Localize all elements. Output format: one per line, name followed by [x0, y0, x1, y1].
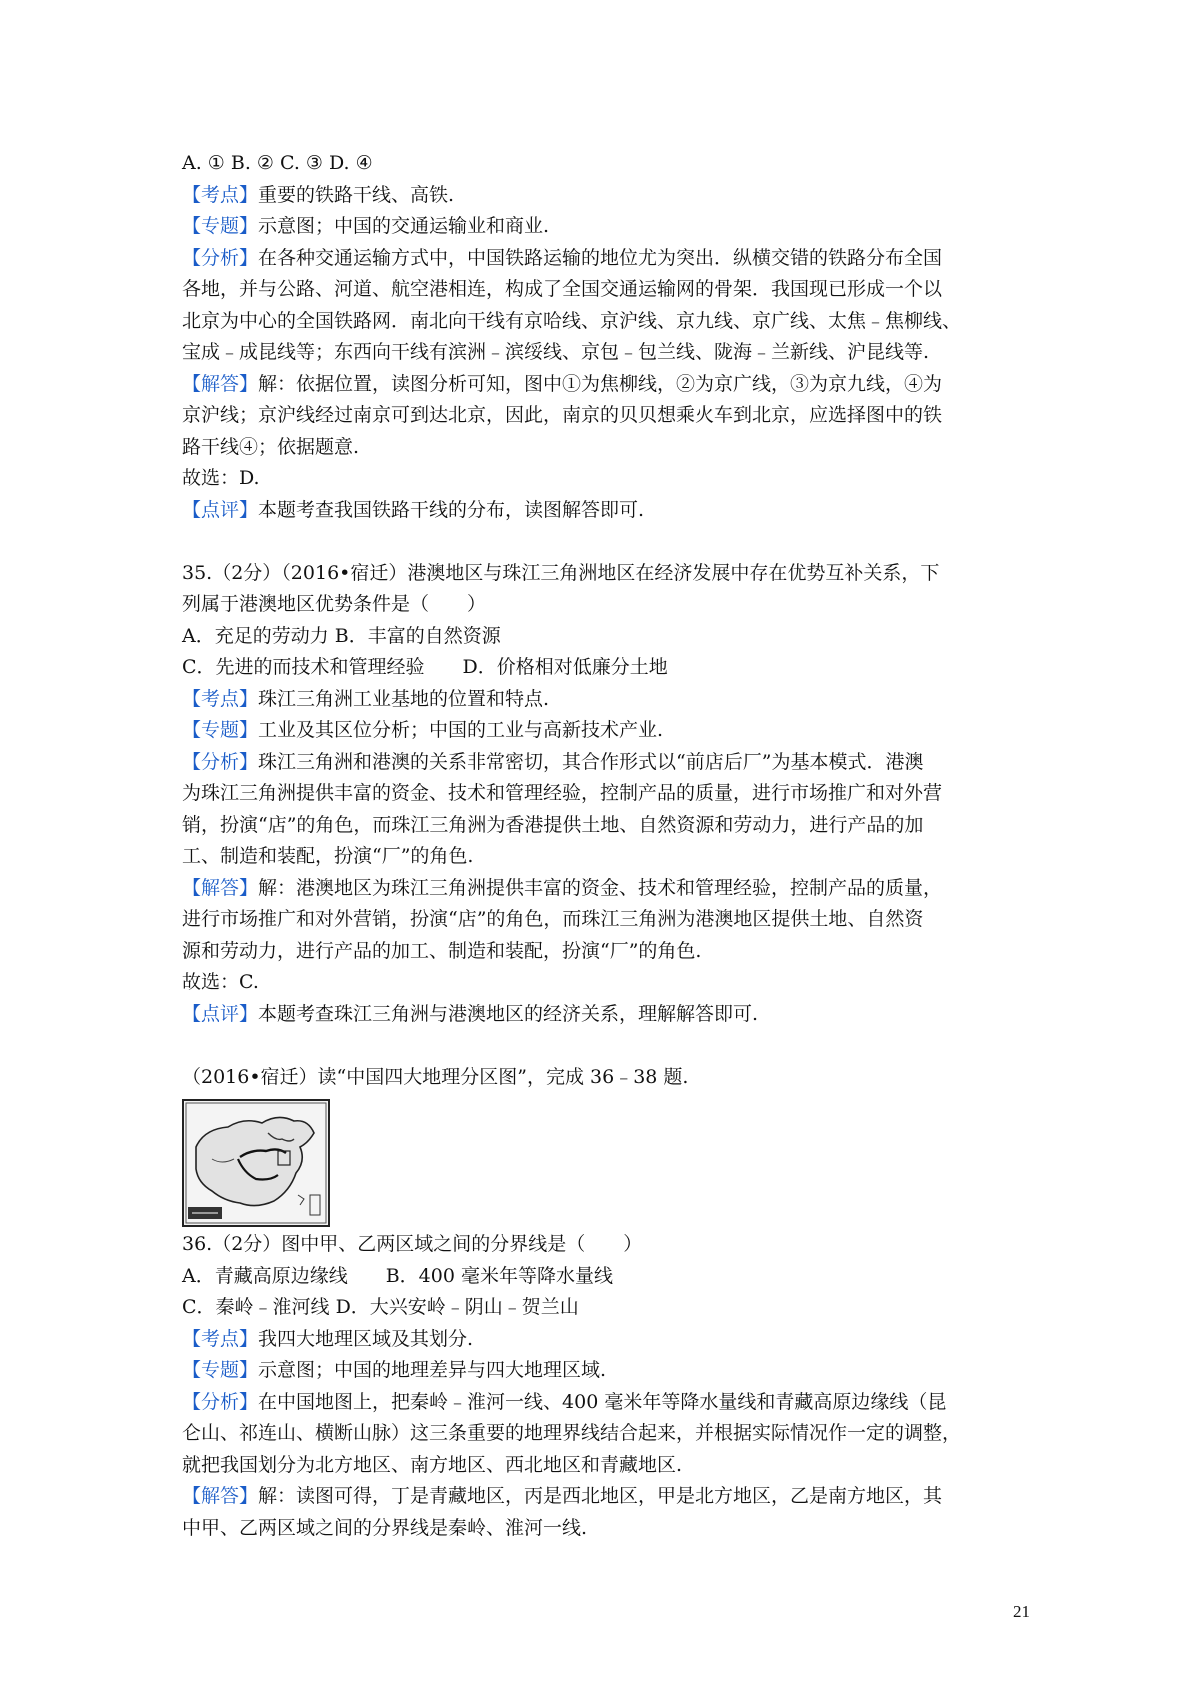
q36-option-ab: A．青藏高原边缘线 B．400 毫米年等降水量线 — [182, 1264, 613, 1287]
jieda-tag: 【解答】 — [182, 1485, 259, 1507]
jieda-tag: 【解答】 — [182, 876, 259, 899]
q34-fenxi: 【分析】在各种交通运输方式中，中国铁路运输的地位尤为突出．纵横交错的铁路分布全国 — [182, 246, 943, 269]
q36-option-cd: C．秦岭﹣淮河线 D．大兴安岭﹣阴山﹣贺兰山 — [182, 1296, 579, 1318]
fenxi-tag: 【分析】 — [182, 1390, 259, 1413]
fenxi-tag: 【分析】 — [182, 246, 259, 269]
q35-fenxi-line: 为珠江三角洲提供丰富的资金、技术和管理经验，控制产品的质量，进行市场推广和对外营 — [182, 782, 943, 804]
group-intro: （2016•宿迁）读“中国四大地理分区图”，完成 36﹣38 题. — [182, 1065, 689, 1088]
q34-options: A. ① B. ② C. ③ D. ④ — [182, 152, 373, 174]
q34-jieda: 【解答】解：依据位置，读图分析可知，图中①为焦柳线，②为京广线，③为京九线，④为 — [182, 372, 943, 395]
q35-jieda: 【解答】解：港澳地区为珠江三角洲提供丰富的资金、技术和管理经验，控制产品的质量， — [182, 876, 943, 899]
kaodian-tag: 【考点】 — [182, 687, 259, 710]
q35-stem: 35.（2分）（2016•宿迁）港澳地区与珠江三角洲地区在经济发展中存在优势互补关系，下 — [182, 561, 940, 584]
q35-jieda-line: 进行市场推广和对外营销，扮演“店”的角色，而珠江三角洲为港澳地区提供土地、自然资 — [182, 908, 924, 930]
q35-stem-line: 列属于港澳地区优势条件是（ ） — [182, 593, 487, 615]
q34-jieda-line: 京沪线；京沪线经过南京可到达北京，因此，南京的贝贝想乘火车到北京，应选择图中的铁 — [182, 404, 943, 426]
q36-kaodian: 【考点】我四大地理区域及其划分. — [182, 1327, 474, 1350]
q36-zhuanti: 【专题】示意图；中国的地理差异与四大地理区域. — [182, 1359, 607, 1381]
q36-stem: 36.（2分）图中甲、乙两区域之间的分界线是（ ） — [182, 1233, 643, 1255]
q34-fenxi-line: 宝成﹣成昆线等；东西向干线有滨洲﹣滨绥线、京包﹣包兰线、陇海﹣兰新线、沪昆线等. — [182, 341, 930, 363]
fenxi-tag: 【分析】 — [182, 750, 259, 773]
dianping-tag: 【点评】 — [182, 1002, 259, 1025]
zhuanti-tag: 【专题】 — [182, 1359, 259, 1381]
q36-fenxi-line: 仑山、祁连山、横断山脉）这三条重要的地理界线结合起来，并根据实际情况作一定的调整， — [182, 1422, 962, 1444]
spacer — [182, 526, 1042, 558]
q35-fenxi-line: 销，扮演“店”的角色，而珠江三角洲为香港提供土地、自然资源和劳动力，进行产品的加 — [182, 813, 924, 836]
q35-answer: 故选：C. — [182, 971, 259, 993]
q35-dianping: 【点评】本题考查珠江三角洲与港澳地区的经济关系，理解解答即可. — [182, 1002, 759, 1025]
jieda-tag: 【解答】 — [182, 372, 259, 395]
page-number: 21 — [1013, 1602, 1030, 1621]
kaodian-tag: 【考点】 — [182, 183, 259, 206]
dianping-tag: 【点评】 — [182, 498, 259, 521]
q34-answer: 故选：D. — [182, 467, 260, 489]
q34-fenxi-line: 北京为中心的全国铁路网．南北向干线有京哈线、京沪线、京九线、京广线、太焦﹣焦柳线、 — [182, 309, 962, 332]
q35-fenxi: 【分析】珠江三角洲和港澳的关系非常密切，其合作形式以“前店后厂”为基本模式．港澳 — [182, 750, 924, 773]
zhuanti-tag: 【专题】 — [182, 215, 259, 237]
q35-jieda-line: 源和劳动力，进行产品的加工、制造和装配，扮演“厂”的角色. — [182, 939, 702, 962]
q34-zhuanti: 【专题】示意图；中国的交通运输业和商业. — [182, 215, 550, 237]
kaodian-tag: 【考点】 — [182, 1327, 259, 1350]
q36-fenxi: 【分析】在中国地图上，把秦岭﹣淮河一线、400 毫米年等降水量线和青藏高原边缘线（昆 — [182, 1390, 947, 1413]
q34-kaodian: 【考点】重要的铁路干线、高铁. — [182, 183, 455, 206]
q34-fenxi-line: 各地，并与公路、河道、航空港相连，构成了全国交通运输网的骨架．我国现已形成一个以 — [182, 278, 943, 300]
document-body — [182, 148, 1042, 1544]
q34-jieda-line: 路干线④；依据题意. — [182, 435, 360, 458]
q36-jieda: 【解答】解：读图可得，丁是青藏地区，丙是西北地区，甲是北方地区，乙是南方地区，其 — [182, 1485, 943, 1507]
q34-dianping: 【点评】本题考查我国铁路干线的分布，读图解答即可. — [182, 498, 645, 521]
q35-fenxi-line: 工、制造和装配，扮演“厂”的角色. — [182, 845, 474, 867]
q35-option-ab: A．充足的劳动力 B．丰富的自然资源 — [182, 624, 501, 647]
q36-fenxi-line: 就把我国划分为北方地区、南方地区、西北地区和青藏地区. — [182, 1453, 683, 1476]
q35-zhuanti: 【专题】工业及其区位分析；中国的工业与高新技术产业. — [182, 719, 664, 741]
q35-option-cd: C．先进的而技术和管理经验 D．价格相对低廉分土地 — [182, 656, 668, 678]
q35-kaodian: 【考点】珠江三角洲工业基地的位置和特点. — [182, 687, 550, 710]
spacer — [182, 1030, 1042, 1062]
zhuanti-tag: 【专题】 — [182, 719, 259, 741]
china-regions-map-image — [182, 1099, 330, 1227]
q36-jieda-line: 中甲、乙两区域之间的分界线是秦岭、淮河一线. — [182, 1516, 588, 1539]
